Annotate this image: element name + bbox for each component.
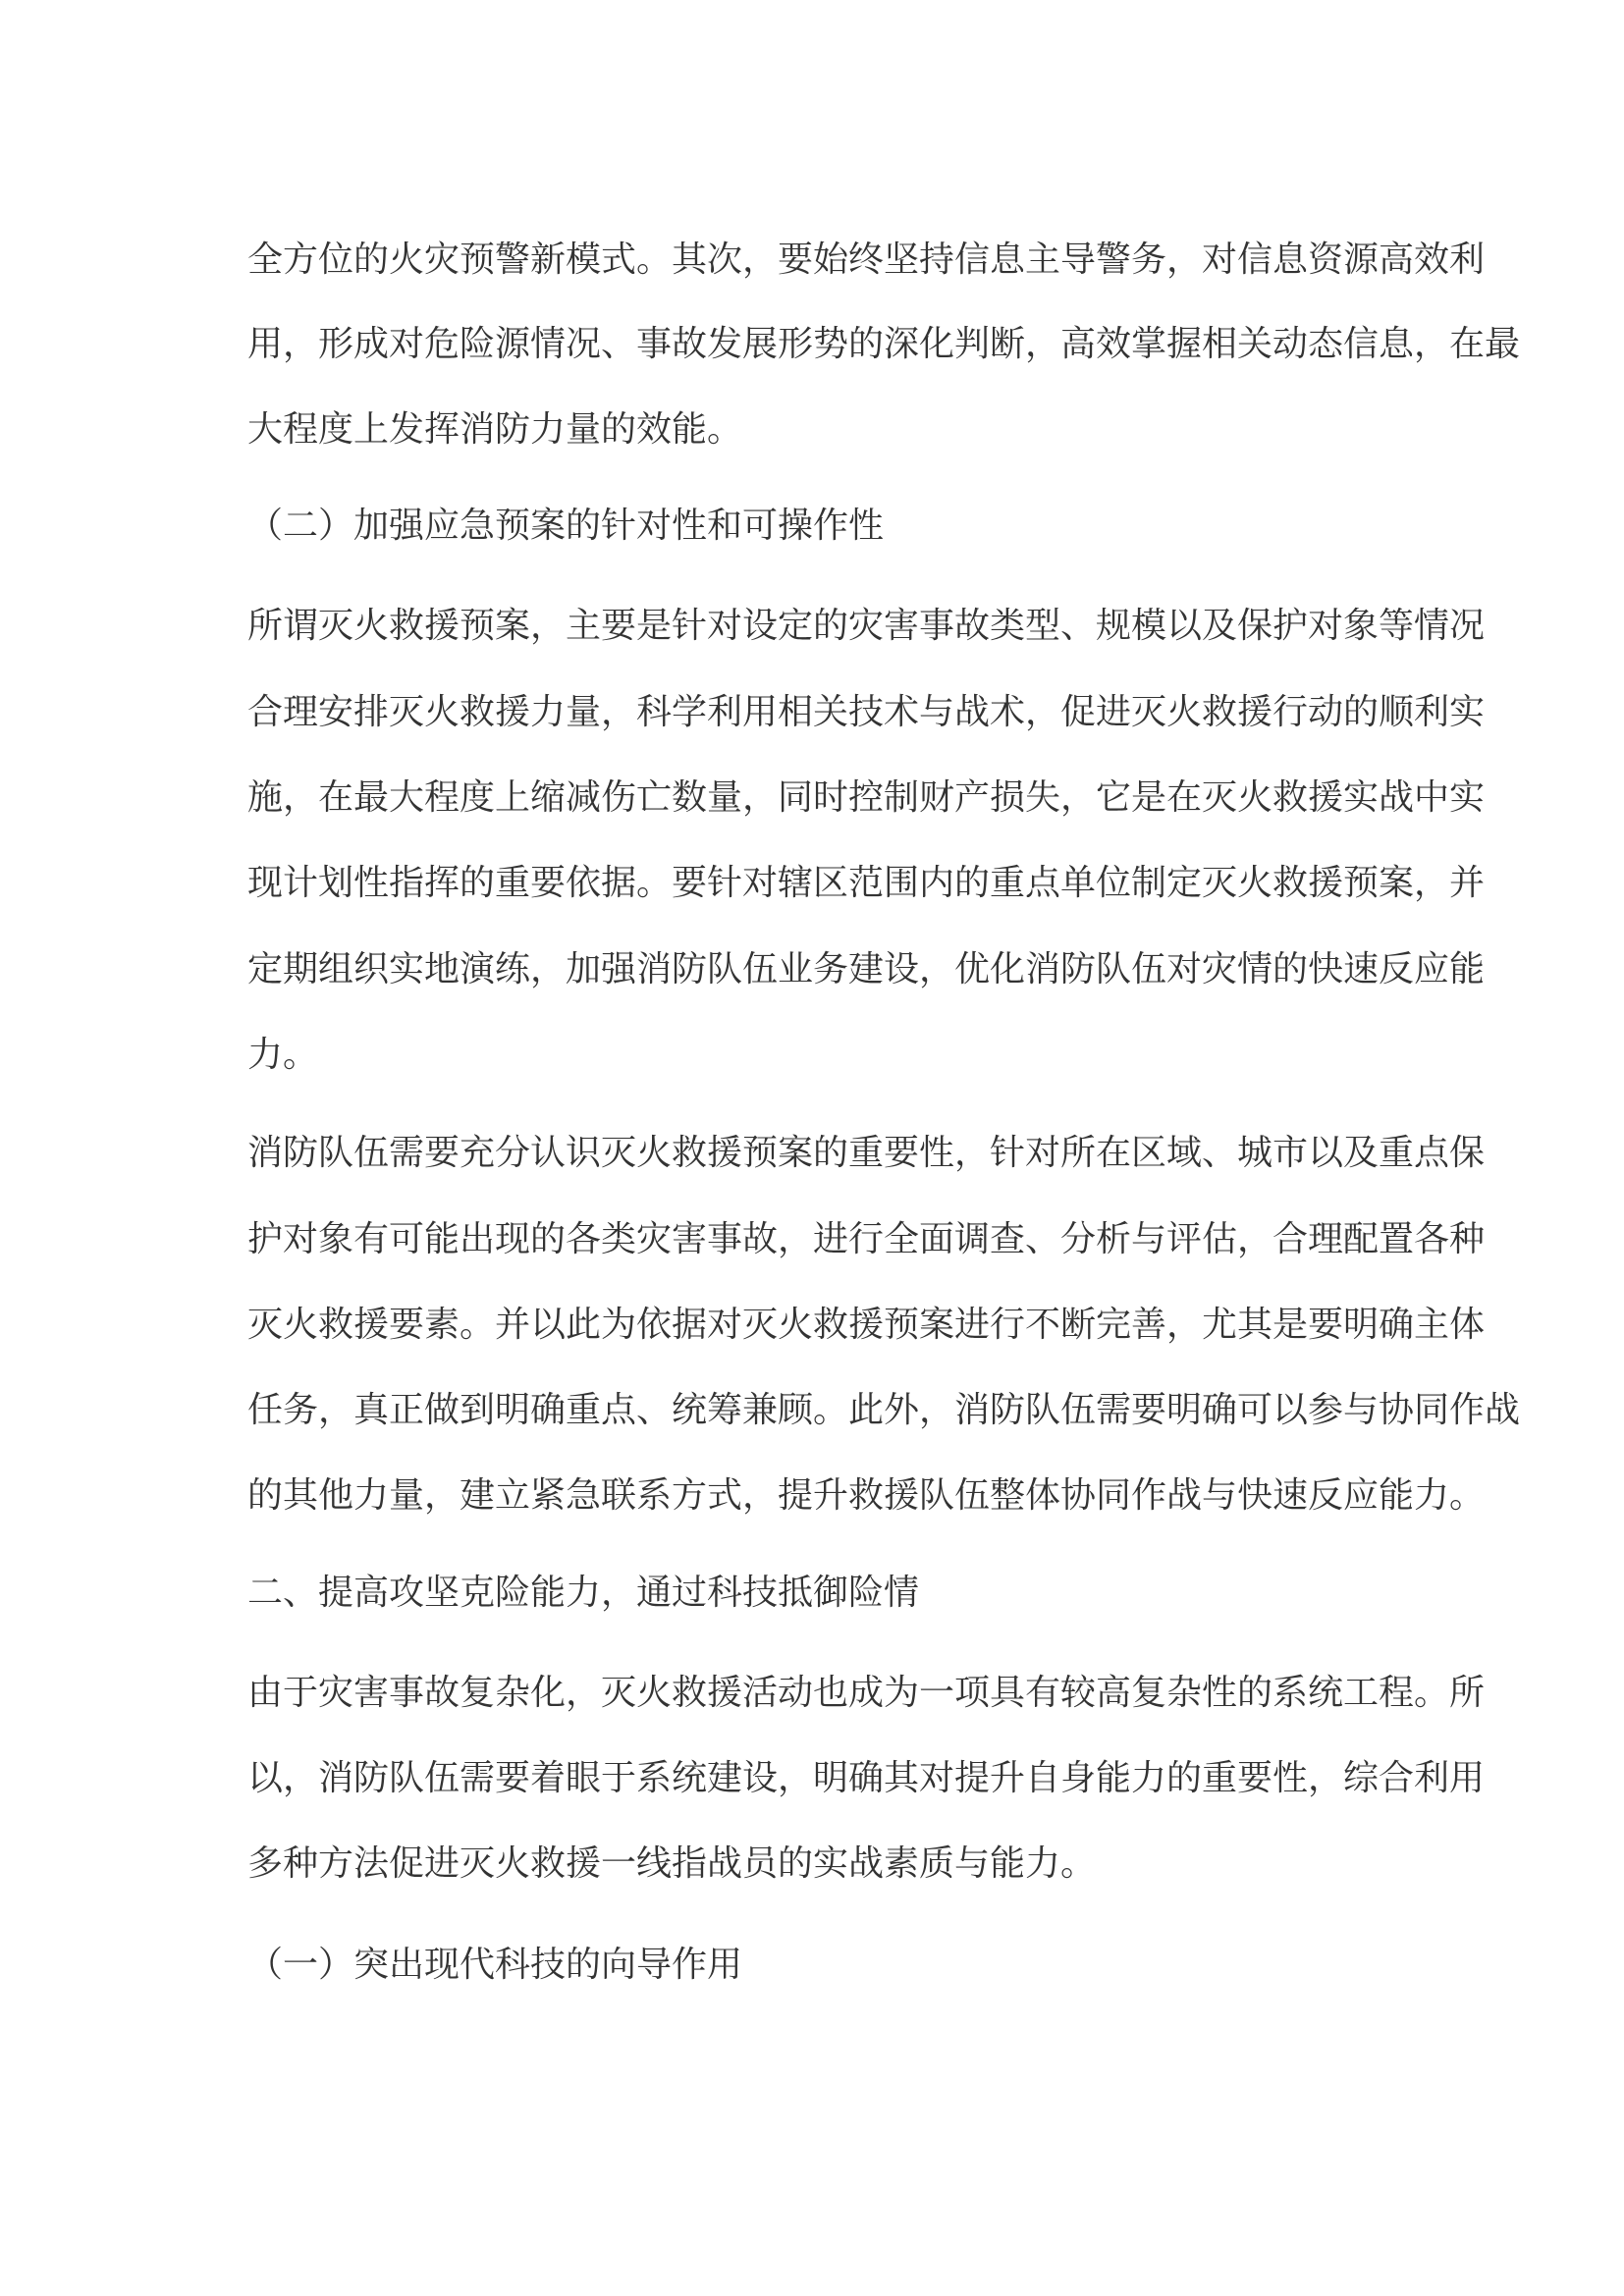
paragraph-line: 由于灾害事故复杂化，灭火救援活动也成为一项具有较高复杂性的系统工程。所 xyxy=(247,1673,1486,1713)
paragraph-line: 的其他力量，建立紧急联系方式，提升救援队伍整体协同作战与快速反应能力。 xyxy=(247,1475,1486,1516)
paragraph-line: 多种方法促进灭火救援一线指战员的实战素质与能力。 xyxy=(247,1843,1097,1884)
section-heading: （一）突出现代科技的向导作用 xyxy=(247,1945,743,1985)
paragraph-line: 以，消防队伍需要着眼于系统建设，明确其对提升自身能力的重要性，综合利用 xyxy=(247,1758,1486,1798)
paragraph-line: 所谓灭火救援预案，主要是针对设定的灾害事故类型、规模以及保护对象等情况 xyxy=(247,606,1486,646)
paragraph-line: 力。 xyxy=(247,1035,319,1075)
paragraph-line: 施，在最大程度上缩减伤亡数量，同时控制财产损失，它是在灭火救援实战中实 xyxy=(247,777,1486,818)
section-heading: 二、提高攻坚克险能力，通过科技抵御险情 xyxy=(247,1573,920,1613)
paragraph-line: 消防队伍需要充分认识灭火救援预案的重要性，针对所在区域、城市以及重点保 xyxy=(247,1133,1486,1173)
paragraph-line: 全方位的火灾预警新模式。其次，要始终坚持信息主导警务，对信息资源高效利 xyxy=(247,240,1486,280)
paragraph-line: 大程度上发挥消防力量的效能。 xyxy=(247,409,743,450)
paragraph-line: 合理安排灭火救援力量，科学利用相关技术与战术，促进灭火救援行动的顺利实 xyxy=(247,692,1486,732)
paragraph-line: 定期组织实地演练，加强消防队伍业务建设，优化消防队伍对灾情的快速反应能 xyxy=(247,949,1486,989)
paragraph-line: 护对象有可能出现的各类灾害事故，进行全面调查、分析与评估，合理配置各种 xyxy=(247,1219,1486,1259)
paragraph-line: 现计划性指挥的重要依据。要针对辖区范围内的重点单位制定灭火救援预案，并 xyxy=(247,863,1486,903)
section-heading: （二）加强应急预案的针对性和可操作性 xyxy=(247,506,885,546)
paragraph-line: 灭火救援要素。并以此为依据对灭火救援预案进行不断完善，尤其是要明确主体 xyxy=(247,1305,1486,1345)
paragraph-line: 任务，真正做到明确重点、统筹兼顾。此外，消防队伍需要明确可以参与协同作战 xyxy=(247,1390,1521,1430)
paragraph-line: 用，形成对危险源情况、事故发展形势的深化判断，高效掌握相关动态信息，在最 xyxy=(247,324,1521,364)
